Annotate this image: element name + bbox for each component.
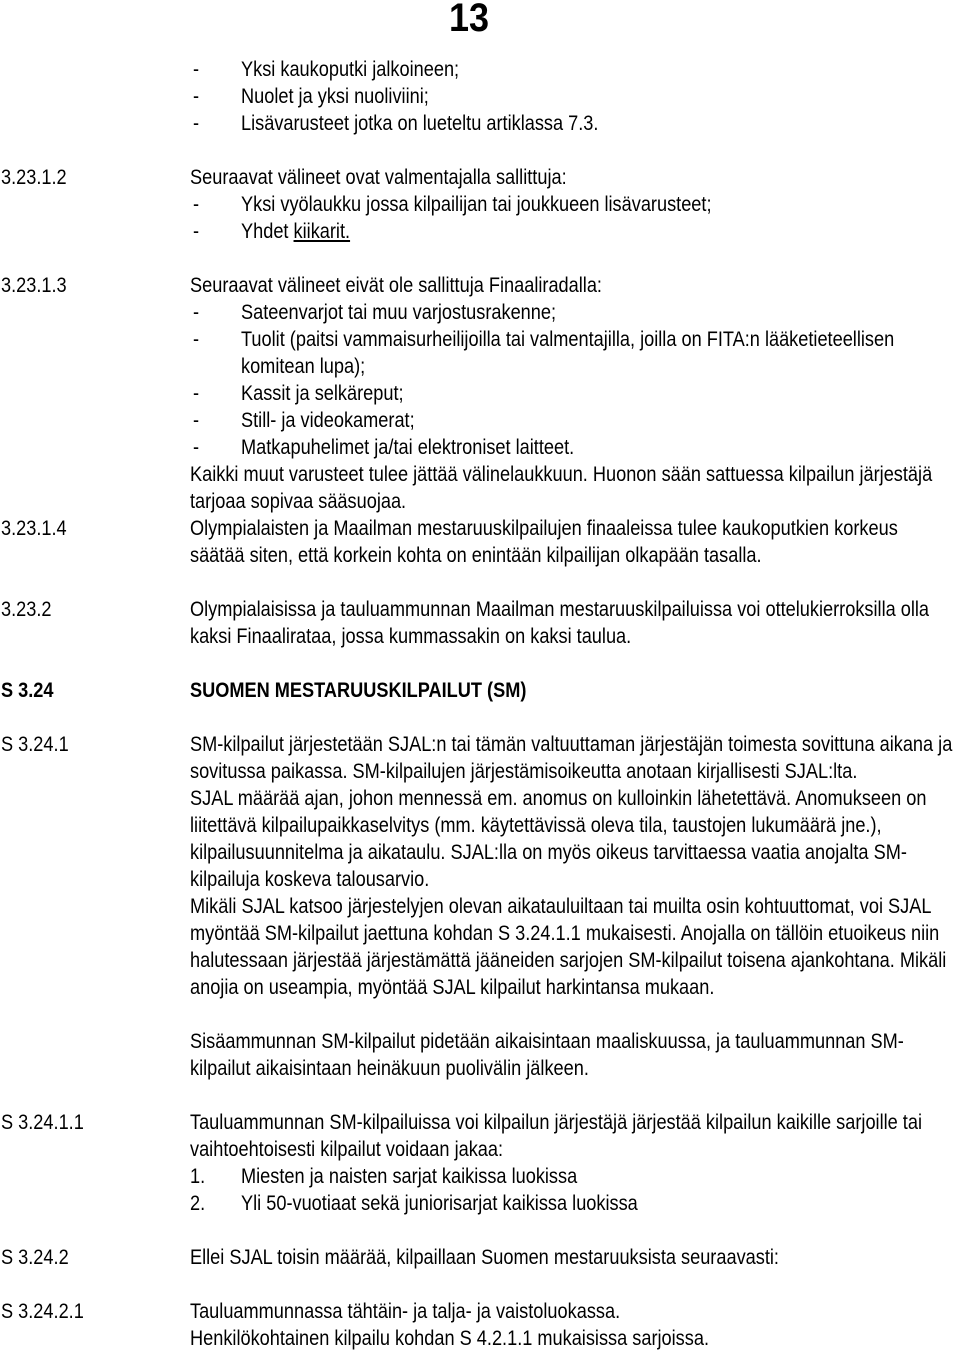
list-item-text: Still- ja videokamerat;	[241, 409, 415, 432]
list-bullet: -	[193, 85, 200, 108]
body-text-line: Henkilökohtainen kilpailu kohdan S 4.2.1.1 mukaisissa sarjoissa.	[190, 1327, 709, 1350]
section-number: 3.23.1.2	[1, 166, 67, 189]
list-item-plain-text: Yhdet	[241, 220, 289, 243]
body-text-line: säätää siten, että korkein kohta on enintään kilpailijan olkapään tasalla.	[190, 544, 762, 567]
list-item-text: Yksi kaukoputki jalkoineen;	[241, 58, 460, 81]
body-text-line: SJAL määrää ajan, johon mennessä em. anomus on kulloinkin lähetettävä. Anomukseen on	[190, 787, 927, 810]
list-bullet: -	[193, 193, 200, 216]
section-number: S 3.24.2.1	[1, 1300, 84, 1323]
list-bullet: -	[193, 112, 200, 135]
list-item-text: komitean lupa);	[241, 355, 366, 378]
list-bullet: -	[193, 220, 200, 243]
section-number: S 3.24.1	[1, 733, 69, 756]
section-number: S 3.24	[1, 679, 54, 702]
list-item-text: Sateenvarjot tai muu varjostusrakenne;	[241, 301, 557, 324]
body-text-line: Ellei SJAL toisin määrää, kilpaillaan Suomen mestaruuksista seuraavasti:	[190, 1246, 779, 1269]
body-text-line: Tauluammunnan SM-kilpailuissa voi kilpailun järjestäjä järjestää kilpailun kaikille sarjoille tai	[190, 1111, 922, 1134]
body-text-line: sovitussa paikassa. SM-kilpailujen järjestämisoikeutta anotaan kirjallisesti SJAL:lta.	[190, 760, 858, 783]
section-number: 3.23.2	[1, 598, 52, 621]
body-text-line: kilpailuja koskeva talousarvio.	[190, 868, 430, 891]
list-bullet: -	[193, 382, 200, 405]
list-bullet: -	[193, 301, 200, 324]
body-text-line: myöntää SM-kilpailut jaettuna kohdan S 3.24.1.1 mukaisesti. Anojalla on tällöin etuoikeus niin	[190, 922, 940, 945]
numbered-list-marker: 1.	[190, 1165, 206, 1188]
body-text-line: SM-kilpailut järjestetään SJAL:n tai tämän valtuuttaman järjestäjän toimesta sovittuna aikana ja	[190, 733, 953, 756]
list-bullet: -	[193, 436, 200, 459]
section-number: 3.23.1.4	[1, 517, 67, 540]
body-text-line: kilpailut aikaisintaan heinäkuun puolivälin jälkeen.	[190, 1057, 589, 1080]
body-text-line: halutessaan järjestää järjestämättä jääneiden sarjojen SM-kilpailut toisena ajankohtana. Mikäli	[190, 949, 947, 972]
list-item-text: Yksi vyölaukku jossa kilpailijan tai joukkueen lisävarusteet;	[241, 193, 712, 216]
list-item-text: Matkapuhelimet ja/tai elektroniset laitteet.	[241, 436, 575, 459]
list-item-text: Lisävarusteet jotka on lueteltu artiklassa 7.3.	[241, 112, 599, 135]
page-number: 13	[449, 0, 490, 40]
section-number: S 3.24.2	[1, 1246, 69, 1269]
numbered-list-marker: 2.	[190, 1192, 206, 1215]
section-number: 3.23.1.3	[1, 274, 67, 297]
body-text-line: liitettävä kilpailupaikkaselvitys (mm. käytettävissä oleva tila, taustojen lukumäärä jne.),	[190, 814, 882, 837]
section-lead-text: Seuraavat välineet ovat valmentajalla sallittuja:	[190, 166, 567, 189]
numbered-list-item-text: Miesten ja naisten sarjat kaikissa luokissa	[241, 1165, 578, 1188]
body-text-line: Kaikki muut varusteet tulee jättää välinelaukkuun. Huonon sään sattuessa kilpailun järjestäjä	[190, 463, 933, 486]
body-text-line: Olympialaisten ja Maailman mestaruuskilpailujen finaaleissa tulee kaukoputkien korkeus	[190, 517, 898, 540]
list-item-text	[241, 218, 350, 245]
body-text-line: kaksi Finaalirataa, jossa kummassakin on kaksi taulua.	[190, 625, 632, 648]
section-number: S 3.24.1.1	[1, 1111, 84, 1134]
list-bullet: -	[193, 328, 200, 351]
body-text-line: Sisäammunnan SM-kilpailut pidetään aikaisintaan maaliskuussa, ja tauluammunnan SM-	[190, 1030, 904, 1053]
section-lead-text: Seuraavat välineet eivät ole sallittuja Finaaliradalla:	[190, 274, 602, 297]
underlined-term: kiikarit.	[293, 220, 351, 243]
body-text-line: anojia on useampia, myöntää SJAL kilpailut harkintansa mukaan.	[190, 976, 715, 999]
body-text-line: Mikäli SJAL katsoo järjestelyjen olevan aikatauluiltaan tai muilta osin kohtuuttomat, voi SJAL	[190, 895, 932, 918]
body-text-line: Olympialaisissa ja tauluammunnan Maailman mestaruuskilpailuissa voi ottelukierroksilla olla	[190, 598, 930, 621]
body-text-line: tarjoaa sopivaa sääsuojaa.	[190, 490, 407, 513]
numbered-list-item-text: Yli 50-vuotiaat sekä juniorisarjat kaikissa luokissa	[241, 1192, 638, 1215]
body-text-line: Tauluammunnassa tähtäin- ja talja- ja vaistoluokassa.	[190, 1300, 621, 1323]
list-item-text: Nuolet ja yksi nuoliviini;	[241, 85, 429, 108]
list-item-text: Kassit ja selkäreput;	[241, 382, 404, 405]
body-text-line: kilpailusuunnitelma ja aikataulu. SJAL:lla on myös oikeus tarvittaessa vaatia anojalta SM-	[190, 841, 907, 864]
section-heading: SUOMEN MESTARUUSKILPAILUT (SM)	[190, 679, 527, 702]
list-item-text: Tuolit (paitsi vammaisurheilijoilla tai valmentajilla, joilla on FITA:n lääketieteellisen	[241, 328, 895, 351]
body-text-line: vaihtoehtoisesti kilpailut voidaan jakaa:	[190, 1138, 504, 1161]
list-bullet: -	[193, 409, 200, 432]
list-bullet: -	[193, 58, 200, 81]
